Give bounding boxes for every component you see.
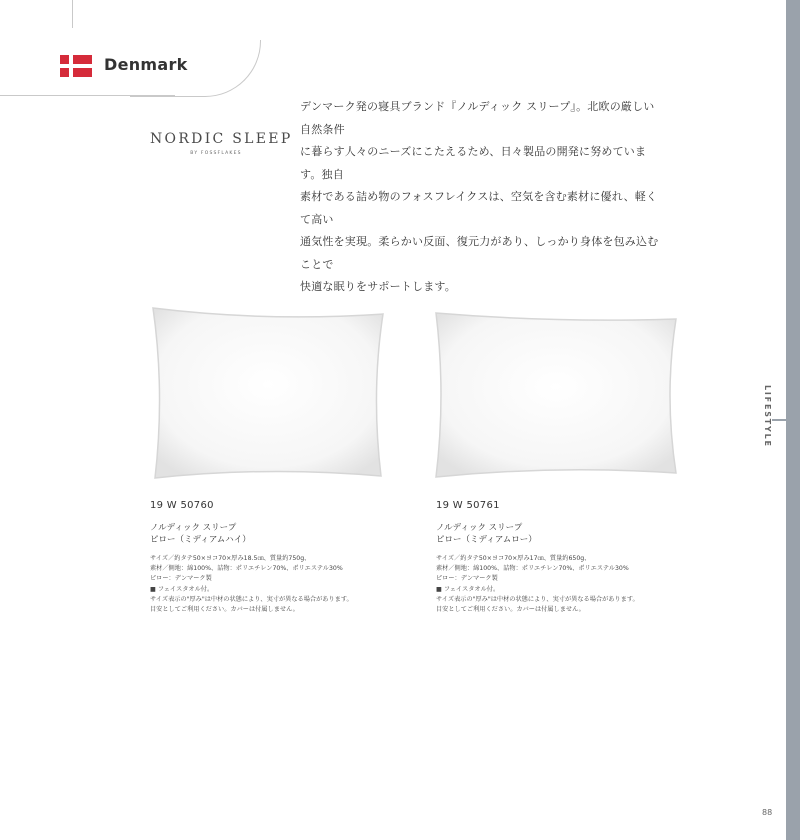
section-label: LIFESTYLE [763, 385, 772, 448]
intro-line: デンマーク発の寝具ブランド『ノルディック スリープ』。北欧の厳しい自然条件 [300, 100, 655, 136]
brand-logo-text: NORDIC SLEEP [150, 131, 293, 147]
spec-line: 素材／側地：綿100%、詰物：ポリエチレン70%、ポリエステル30% [436, 565, 629, 573]
product-medium-high [150, 500, 420, 615]
denmark-flag-icon [60, 55, 92, 77]
intro-line: 快適な眠りをサポートします。 [300, 280, 456, 293]
intro-line: 素材である詰め物のフォスフレイクスは、空気を含む素材に優れ、軽くて高い [300, 190, 658, 226]
spec-line: 目安としてご利用ください。カバーは付属しません。 [150, 606, 299, 614]
product-code: 19 W 50761 [436, 500, 500, 511]
spec-line: サイズ表示の"厚み"は中材の状態により、実寸が異なる場合があります。 [150, 595, 353, 603]
corner-rule-vertical [72, 0, 73, 28]
spec-line: ピロー：デンマーク製 [150, 575, 212, 583]
spec-line: ■ フェイスタオル付。 [436, 585, 500, 593]
spec-line: サイズ／約タテ50×ヨコ70×厚み18.5㎝、質量約750g、 [150, 555, 311, 562]
spec-line: サイズ表示の"厚み"は中材の状態により、実寸が異なる場合があります。 [436, 595, 639, 603]
pillow-medium-low-image [428, 305, 683, 483]
spec-line: 素材／側地：綿100%、詰物：ポリエチレン70%、ポリエステル30% [150, 565, 343, 573]
side-tab-marker [772, 419, 800, 421]
product-specs [436, 554, 706, 615]
product-name [150, 522, 420, 546]
spec-line: サイズ／約タテ50×ヨコ70×厚み17㎝、質量約650g、 [436, 555, 591, 562]
product-name-line: ノルディック スリープ [436, 523, 523, 533]
spec-line: ピロー：デンマーク製 [436, 575, 498, 583]
intro-line: に暮らす人々のニーズにこたえるため、日々製品の開発に努めています。独自 [300, 145, 647, 181]
product-code: 19 W 50760 [150, 500, 214, 511]
product-medium-low [436, 500, 706, 615]
product-name-line: ピロー（ミディアムハイ） [150, 535, 251, 545]
brand-logo [150, 131, 293, 156]
product-specs [150, 554, 420, 615]
country-title: Denmark [104, 55, 188, 74]
product-name-line: ピロー（ミディアムロー） [436, 535, 537, 545]
intro-line: 通気性を実現。柔らかい反面、復元力があり、しっかり身体を包み込むことで [300, 235, 659, 271]
intro-text [300, 96, 662, 299]
page-number: 88 [762, 808, 773, 817]
product-name-line: ノルディック スリープ [150, 523, 237, 533]
spec-line: 目安としてご利用ください。カバーは付属しません。 [436, 606, 585, 614]
brand-logo-subtext: BY FOSSFLAKES [190, 151, 242, 156]
pillow-medium-high-image [145, 300, 390, 485]
product-name [436, 522, 706, 546]
spec-line: ■ フェイスタオル付。 [150, 585, 214, 593]
